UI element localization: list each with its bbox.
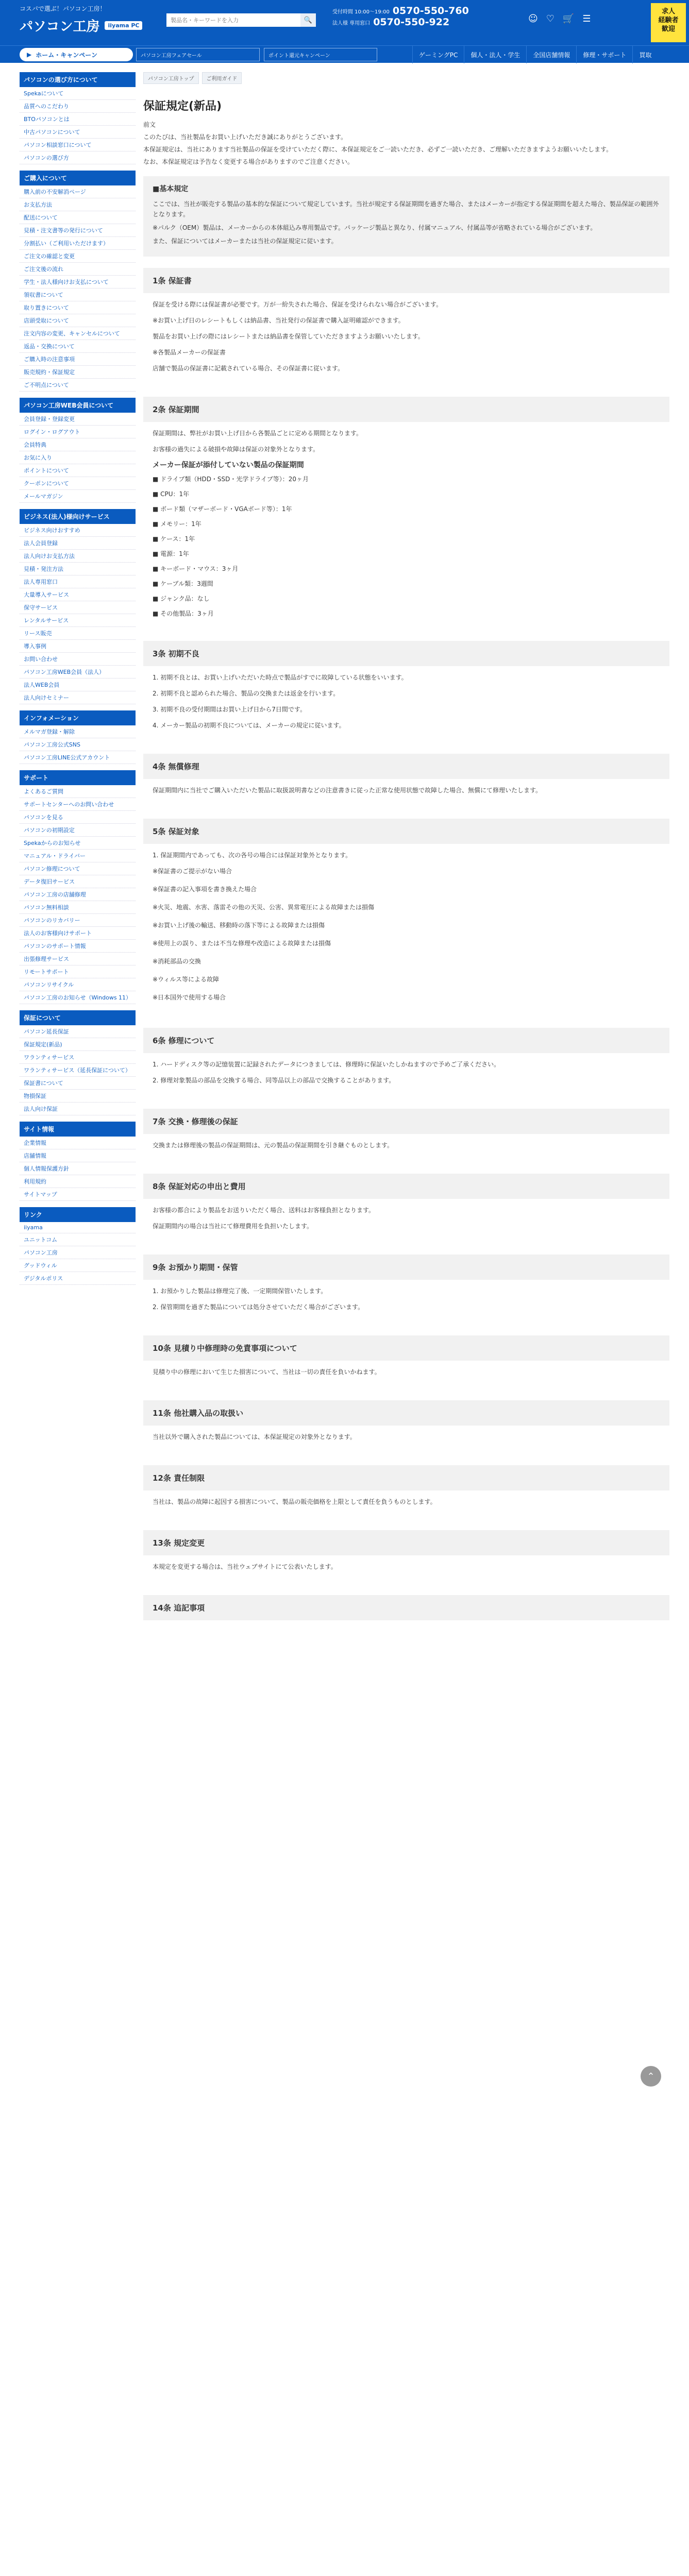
sidebar-section-title: パソコン工房WEB会員について xyxy=(20,398,136,413)
sidebar-section-title: サイト情報 xyxy=(20,1122,136,1137)
contact-label-2: 法人様 専用窓口 xyxy=(332,20,371,26)
search-icon: 🔍 xyxy=(304,16,313,24)
sidebar-link[interactable]: レンタルサービス xyxy=(20,614,136,627)
section-paragraph: ※お買い上げ日のレシートもしくは納品書、当社発行の保証書で購入証明確認ができます。 xyxy=(153,317,405,324)
nav-item[interactable]: ゲーミングPC xyxy=(412,46,464,63)
sidebar-link[interactable]: Spekaからのお知らせ xyxy=(20,837,136,850)
home-button[interactable] xyxy=(20,48,133,61)
sidebar-link[interactable]: クーポンについて xyxy=(20,477,136,490)
section-heading: 3条 初期不良 xyxy=(143,641,669,666)
contact-number-1[interactable]: 0570-550-760 xyxy=(392,5,469,16)
nav-menu xyxy=(412,46,658,63)
section-paragraph: 2. 保管期間を過ぎた製品については処分させていただく場合がございます。 xyxy=(153,1303,364,1311)
sidebar-link[interactable]: マニュアル・ドライバー xyxy=(20,850,136,862)
sidebar-link[interactable]: BTOパソコンとは xyxy=(20,113,136,126)
section-body xyxy=(143,1280,669,1324)
sidebar-link[interactable]: 分割払い（ご利用いただけます） xyxy=(20,237,136,250)
sidebar-link[interactable]: ご注文後の流れ xyxy=(20,263,136,276)
section-paragraph: 本規定を変更する場合は、当社ウェブサイトにて公表いたします。 xyxy=(153,1563,337,1570)
section-paragraph: お客様の都合により製品をお送りいただく場合、送料はお客様負担となります。 xyxy=(153,1207,375,1214)
sidebar-link[interactable]: サポートセンターへのお問い合わせ xyxy=(20,798,136,811)
intro-para: 本保証規定は、当社にあります当社製品の保証を受けていただく際に、本保証規定をご一読いただき、必ずご一読いただき、ご理解いただきますようお願いいたします。 xyxy=(143,146,613,153)
basic-para: ※パルク（OEM）製品は、メーカーからの本体組込み専用製品です。パッケージ製品と異なり、付属マニュアル、付属品等が省略されている場合がございます。 xyxy=(153,224,597,231)
sidebar-link[interactable]: 利用規約 xyxy=(20,1175,136,1188)
section-heading: 14条 追記事項 xyxy=(143,1595,669,1620)
sidebar-link[interactable]: パソコン工房の店舗修理 xyxy=(20,888,136,901)
section-paragraph: 1. 初期不良とは、お買い上げいただいた時点で製品がすでに故障している状態をいいます。 xyxy=(153,674,408,681)
recruit-line-1: 求人 xyxy=(661,8,675,15)
sidebar-link[interactable]: ポイントについて xyxy=(20,464,136,477)
section-list-item: ※使用上の誤り、または不当な修理や改造による故障または損傷 xyxy=(153,940,331,947)
section-paragraph: 4. メーカー製品の初期不良については、メーカーの規定に従います。 xyxy=(153,722,345,729)
article-sections xyxy=(143,268,669,1633)
section-body xyxy=(143,1361,669,1389)
nav-item[interactable]: 個人・法人・学生 xyxy=(464,46,526,63)
sidebar-section-title: ビジネス(法人)様向けサービス xyxy=(20,509,136,524)
article-section xyxy=(143,1109,669,1162)
sidebar-link[interactable]: 法人向けお支払方法 xyxy=(20,550,136,563)
sidebar-link[interactable]: 出張修理サービス xyxy=(20,953,136,965)
sidebar-link[interactable]: 保証書について xyxy=(20,1077,136,1090)
recruit-line-2: 経験者 xyxy=(658,16,679,24)
section-paragraph: 2. 初期不良と認められた場合、製品の交換または返金を行います。 xyxy=(153,690,340,697)
sidebar-link[interactable]: ご注文の確認と変更 xyxy=(20,250,136,263)
section-heading: 8条 保証対応の申出と費用 xyxy=(143,1174,669,1199)
sidebar-link[interactable]: 法人専用窓口 xyxy=(20,575,136,588)
sidebar-link[interactable]: 配送について xyxy=(20,211,136,224)
section-heading: 11条 他社購入品の取扱い xyxy=(143,1400,669,1426)
sidebar-link[interactable]: ビジネス向けおすすめ xyxy=(20,524,136,537)
article-section xyxy=(143,754,669,807)
section-list-item: ■ その他製品：3ヶ月 xyxy=(153,610,214,617)
sidebar-link[interactable]: ユニットコム xyxy=(20,1233,136,1246)
sidebar-link[interactable]: 領収書について xyxy=(20,289,136,301)
user-icon[interactable]: ☺ xyxy=(528,13,538,24)
sidebar-link[interactable]: Spekaについて xyxy=(20,87,136,100)
global-nav xyxy=(0,45,689,63)
sidebar-link[interactable]: パソコン工房公式SNS xyxy=(20,738,136,751)
article-section xyxy=(143,1255,669,1324)
section-heading: 5条 保証対象 xyxy=(143,819,669,844)
sidebar-link[interactable]: パソコン修理について xyxy=(20,862,136,875)
section-body xyxy=(143,1490,669,1519)
sidebar-link[interactable]: ログイン・ログアウト xyxy=(20,426,136,438)
section-heading: 4条 無償修理 xyxy=(143,754,669,779)
section-body xyxy=(143,293,669,385)
sidebar-link[interactable]: 中古パソコンについて xyxy=(20,126,136,139)
section-paragraph: 1. 保証期間内であっても、次の各号の場合には保証対象外となります。 xyxy=(153,852,352,859)
contact-number-2[interactable]: 0570-550-922 xyxy=(373,16,450,28)
breadcrumb-item[interactable]: パソコン工房トップ xyxy=(143,72,199,84)
section-heading: 13条 規定変更 xyxy=(143,1530,669,1555)
section-paragraph: ※各製品メーカーの保証書 xyxy=(153,349,226,356)
logo-area[interactable] xyxy=(20,4,142,35)
sidebar-link[interactable]: パソコンのサポート情報 xyxy=(20,940,136,953)
sidebar-link[interactable]: iiyama xyxy=(20,1222,136,1233)
sidebar xyxy=(20,72,136,1285)
section-list-item: ■ メモリー：1年 xyxy=(153,520,201,528)
recruit-banner[interactable] xyxy=(651,3,686,42)
section-paragraph: 保証期間は、弊社がお買い上げ日から各製品ごとに定める期間となります。 xyxy=(153,430,363,437)
intro-para: 前文 xyxy=(143,121,156,128)
site-logo[interactable] xyxy=(20,16,142,35)
sidebar-link[interactable]: パソコン無料相談 xyxy=(20,901,136,914)
sidebar-section-title: リンク xyxy=(20,1207,136,1222)
sidebar-link[interactable]: パソコンを見る xyxy=(20,811,136,824)
sidebar-link[interactable]: パソコンのリカバリー xyxy=(20,914,136,927)
sidebar-link[interactable]: 法人のお客様向けサポート xyxy=(20,927,136,940)
sidebar-list xyxy=(20,87,136,164)
article-section xyxy=(143,1335,669,1389)
sidebar-link[interactable]: ご購入時の注意事項 xyxy=(20,353,136,366)
section-body xyxy=(143,1555,669,1584)
section-list-item: ■ CPU：1年 xyxy=(153,490,190,498)
sidebar-link[interactable]: データ復旧サービス xyxy=(20,875,136,888)
section-body xyxy=(143,1426,669,1454)
basic-title: ■基本規定 xyxy=(153,185,189,193)
sidebar-link[interactable]: 企業情報 xyxy=(20,1137,136,1149)
sidebar-link[interactable]: 会員特典 xyxy=(20,438,136,451)
section-list xyxy=(153,474,660,619)
sidebar-link[interactable]: 導入事例 xyxy=(20,640,136,653)
sidebar-link[interactable]: パソコンリサイクル xyxy=(20,978,136,991)
section-body xyxy=(143,1134,669,1162)
contact-info xyxy=(332,5,469,28)
section-heading: 12条 責任制限 xyxy=(143,1465,669,1490)
sidebar-link[interactable]: よくあるご質問 xyxy=(20,785,136,798)
section-body xyxy=(143,1053,669,1097)
site-header xyxy=(0,0,689,45)
section-paragraph: 3. 初期不良の受付期間はお買い上げ日から7日間です。 xyxy=(153,706,306,713)
sidebar-link[interactable]: 保証規定(新品) xyxy=(20,1038,136,1051)
sidebar-link[interactable]: 法人WEB会員 xyxy=(20,679,136,691)
section-paragraph: 2. 修理対象製品の部品を交換する場合、同等品以上の部品で交換することがあります。 xyxy=(153,1077,395,1084)
article-section xyxy=(143,397,669,630)
sidebar-link[interactable]: 販売規約・保証規定 xyxy=(20,366,136,379)
sidebar-link[interactable]: 法人向け保証 xyxy=(20,1103,136,1115)
basic-provisions xyxy=(143,176,669,257)
section-paragraph: 製品をお買い上げの際にはレシートまたは納品書を保管していただきますようお願いいたします。 xyxy=(153,333,424,340)
article-section xyxy=(143,1174,669,1243)
sidebar-link[interactable]: 店舗情報 xyxy=(20,1149,136,1162)
sidebar-link[interactable]: パソコン延長保証 xyxy=(20,1025,136,1038)
section-heading: 10条 見積り中修理時の免責事項について xyxy=(143,1335,669,1361)
sidebar-link[interactable]: 見積・発注方法 xyxy=(20,563,136,575)
section-paragraph: 1. ハードディスク等の記憶装置に記録されたデータにつきましては、修理時に保証いたしかねますので予めご了承ください。 xyxy=(153,1061,500,1068)
back-to-top-button[interactable] xyxy=(641,2066,661,2087)
recruit-line-3: 歓迎 xyxy=(661,25,675,33)
nav-item[interactable]: 買取 xyxy=(632,46,658,63)
sidebar-link[interactable]: ワランティサービス（延長保証について） xyxy=(20,1064,136,1077)
section-list-item: ※ウィルス等による故障 xyxy=(153,976,219,983)
sidebar-link[interactable]: ご不明点について xyxy=(20,379,136,392)
section-list-item: ■ ジャンク品：なし xyxy=(153,595,210,602)
sidebar-link[interactable]: ワランティサービス xyxy=(20,1051,136,1064)
basic-para: また、保証についてはメーカーまたは当社の保証規定に従います。 xyxy=(153,238,338,245)
section-list xyxy=(153,866,660,1003)
section-paragraph: 当社以外で購入された製品については、本保証規定の対象外となります。 xyxy=(153,1433,356,1440)
home-icon: ▶ xyxy=(27,51,32,58)
header-icons xyxy=(528,13,591,24)
sidebar-link[interactable]: パソコン工房のお知らせ（Windows 11） xyxy=(20,991,136,1004)
campaign-banner-2[interactable]: ポイント還元キャンペーン xyxy=(264,48,377,61)
section-paragraph: お客様の過失による破損や故障は保証の対象外となります。 xyxy=(153,446,320,453)
nav-item[interactable]: 修理・サポート xyxy=(576,46,632,63)
header-catch: コスパで選ぶ！パソコン工房！ xyxy=(20,5,106,12)
sidebar-link[interactable]: メールマガジン xyxy=(20,490,136,503)
sidebar-link[interactable]: 保守サービス xyxy=(20,601,136,614)
search-button[interactable] xyxy=(300,13,316,27)
section-paragraph: 当社は、製品の故障に起因する損害について、製品の販売価格を上限として責任を負うものとします。 xyxy=(153,1498,436,1505)
sidebar-link[interactable]: サイトマップ xyxy=(20,1188,136,1201)
section-body xyxy=(143,1620,669,1633)
sidebar-list xyxy=(20,185,136,392)
section-list-item: ■ ケーブル類：3週間 xyxy=(153,580,213,587)
article-section xyxy=(143,1595,669,1633)
sidebar-link[interactable]: 品質へのこだわり xyxy=(20,100,136,113)
section-list-item: ■ 電源：1年 xyxy=(153,550,189,557)
sidebar-section-title: サポート xyxy=(20,770,136,785)
sidebar-list xyxy=(20,785,136,1004)
sidebar-link[interactable]: メルマガ登録・解除 xyxy=(20,725,136,738)
sidebar-link[interactable]: 取り置きについて xyxy=(20,301,136,314)
sidebar-link[interactable]: パソコン工房WEB会員（法人） xyxy=(20,666,136,679)
section-heading: 2条 保証期間 xyxy=(143,397,669,422)
search-box xyxy=(166,13,316,27)
sidebar-list xyxy=(20,725,136,764)
article-section xyxy=(143,268,669,385)
cart-icon[interactable]: 🛒 xyxy=(562,13,575,24)
sidebar-link[interactable]: 法人会員登録 xyxy=(20,537,136,550)
sidebar-link[interactable]: お問い合わせ xyxy=(20,653,136,666)
basic-para: ここでは、当社が販売する製品の基本的な保証について規定しています。当社が規定する保証期間を過ぎた場合、またはメーカーが指定する保証期間を超えた場合、製品保証の範囲外となります。 xyxy=(153,200,659,218)
campaign-banner-1[interactable]: パソコン工房フェアセール xyxy=(136,48,260,61)
intro-para: このたびは、当社製品をお買い上げいただき誠にありがとうございます。 xyxy=(143,133,347,141)
section-list-item: ■ ケース：1年 xyxy=(153,535,195,543)
sidebar-list xyxy=(20,1137,136,1201)
breadcrumb-item[interactable]: ご利用ガイド xyxy=(202,72,242,84)
section-paragraph: 1. お預かりした製品は修理完了後、一定期間保管いたします。 xyxy=(153,1287,327,1295)
page-title: 保証規定(新品) xyxy=(143,100,222,113)
main-content xyxy=(143,72,669,1633)
section-list-item: ■ ボード類（マザーボード・VGAボード等）：1年 xyxy=(153,505,292,513)
sidebar-link[interactable]: パソコン相談窓口について xyxy=(20,139,136,151)
sidebar-link[interactable]: パソコン工房 xyxy=(20,1246,136,1259)
arrow-up-icon: ⌃ xyxy=(647,2071,655,2082)
sidebar-link[interactable]: 法人向けセミナー xyxy=(20,691,136,704)
article-section xyxy=(143,1465,669,1519)
search-input[interactable] xyxy=(166,13,300,27)
sidebar-list xyxy=(20,1025,136,1115)
sidebar-link[interactable]: 注文内容の変更、キャンセルについて xyxy=(20,327,136,340)
section-paragraph: 保証期間内に当社でご購入いただいた製品に取扱説明書などの注意書きに従った正常な使用状態で故障した場合、無償にて修理いたします。 xyxy=(153,787,542,794)
heart-icon[interactable]: ♡ xyxy=(546,13,554,24)
section-heading: 1条 保証書 xyxy=(143,268,669,293)
sidebar-link[interactable]: 大量導入サービス xyxy=(20,588,136,601)
sidebar-list xyxy=(20,413,136,503)
sidebar-section-title: パソコンの選び方について xyxy=(20,72,136,87)
section-list-item: ■ キーボード・マウス：3ヶ月 xyxy=(153,565,239,572)
sidebar-section-title: ご購入について xyxy=(20,171,136,185)
sidebar-link[interactable]: 個人情報保護方針 xyxy=(20,1162,136,1175)
section-list-item: ※火災、地震、水害、落雷その他の天災、公害、異常電圧による故障または損傷 xyxy=(153,904,375,911)
intro-text xyxy=(143,120,669,167)
section-list-item: ※保証書のご提示がない場合 xyxy=(153,868,232,875)
sidebar-link[interactable]: パソコン工房LINE公式アカウント xyxy=(20,751,136,764)
sidebar-link[interactable]: パソコンの選び方 xyxy=(20,151,136,164)
brand-badge: iiyama PC xyxy=(105,21,142,30)
sidebar-link[interactable]: 返品・交換について xyxy=(20,340,136,353)
sidebar-link[interactable]: 購入前の不安解消ページ xyxy=(20,185,136,198)
sidebar-link[interactable]: 学生・法人様向けお支払について xyxy=(20,276,136,289)
section-list-item: ※お買い上げ後の輸送、移動時の落下等による故障または損傷 xyxy=(153,922,325,929)
article-section xyxy=(143,1530,669,1584)
sidebar-link[interactable]: リモートサポート xyxy=(20,965,136,978)
sidebar-list xyxy=(20,524,136,704)
section-heading: 6条 修理について xyxy=(143,1028,669,1053)
sidebar-link[interactable]: 物損保証 xyxy=(20,1090,136,1103)
section-list-item: ■ ドライブ類（HDD・SSD・光学ドライブ等）：20ヶ月 xyxy=(153,476,309,483)
breadcrumb xyxy=(143,72,669,84)
section-paragraph: 交換または修理後の製品の保証期間は、元の製品の保証期間を引き継ぐものとします。 xyxy=(153,1142,394,1149)
section-list-item: ※保証書の記入事項を書き換えた場合 xyxy=(153,886,257,893)
section-paragraph: 店舗で製品の保証書に記載されている場合、その保証書に従います。 xyxy=(153,365,344,372)
home-label: ホーム・キャンペーン xyxy=(36,51,97,59)
sidebar-link[interactable]: 会員登録・登録変更 xyxy=(20,413,136,426)
sidebar-link[interactable]: リース販売 xyxy=(20,627,136,640)
section-body xyxy=(143,844,669,1016)
article-section xyxy=(143,1028,669,1097)
sidebar-link[interactable]: デジタルポリス xyxy=(20,1272,136,1285)
section-paragraph: 見積り中の修理において生じた損害について、当社は一切の責任を負いかねます。 xyxy=(153,1368,381,1376)
section-heading: 9条 お預かり期間・保管 xyxy=(143,1255,669,1280)
article-section xyxy=(143,819,669,1016)
contact-label-1: 受付時間 10:00～19:00 xyxy=(332,9,390,15)
nav-item[interactable]: 全国店舗情報 xyxy=(526,46,576,63)
section-list-item: ※消耗部品の交換 xyxy=(153,958,201,965)
article-section xyxy=(143,1400,669,1454)
section-body xyxy=(143,666,669,742)
sidebar-link[interactable]: 店頭受取について xyxy=(20,314,136,327)
sidebar-list xyxy=(20,1222,136,1285)
sidebar-section-title: 保証について xyxy=(20,1010,136,1025)
section-body xyxy=(143,779,669,807)
sidebar-link[interactable]: グッドウィル xyxy=(20,1259,136,1272)
section-list-item: ※日本国外で使用する場合 xyxy=(153,994,226,1001)
section-paragraph: 保証期間内の場合は当社にて修理費用を負担いたします。 xyxy=(153,1223,313,1230)
section-body xyxy=(143,1199,669,1243)
sidebar-link[interactable]: パソコンの初期設定 xyxy=(20,824,136,837)
section-heading: 7条 交換・修理後の保証 xyxy=(143,1109,669,1134)
sidebar-link[interactable]: お気に入り xyxy=(20,451,136,464)
sidebar-link[interactable]: お支払方法 xyxy=(20,198,136,211)
intro-para: なお、本保証規定は予告なく変更する場合がありますのでご注意ください。 xyxy=(143,158,354,165)
section-paragraph: 保証を受ける際には保証書が必要です。万が一紛失された場合、保証を受けられない場合がございます。 xyxy=(153,301,443,308)
brand-name: パソコン工房 xyxy=(20,19,100,35)
menu-icon[interactable]: ☰ xyxy=(582,13,591,24)
section-subheading: メーカー保証が添付していない製品の保証期間 xyxy=(153,461,304,469)
sidebar-section-title: インフォメーション xyxy=(20,710,136,725)
article-section xyxy=(143,641,669,742)
section-body xyxy=(143,422,669,630)
sidebar-link[interactable]: 見積・注文書等の発行について xyxy=(20,224,136,237)
